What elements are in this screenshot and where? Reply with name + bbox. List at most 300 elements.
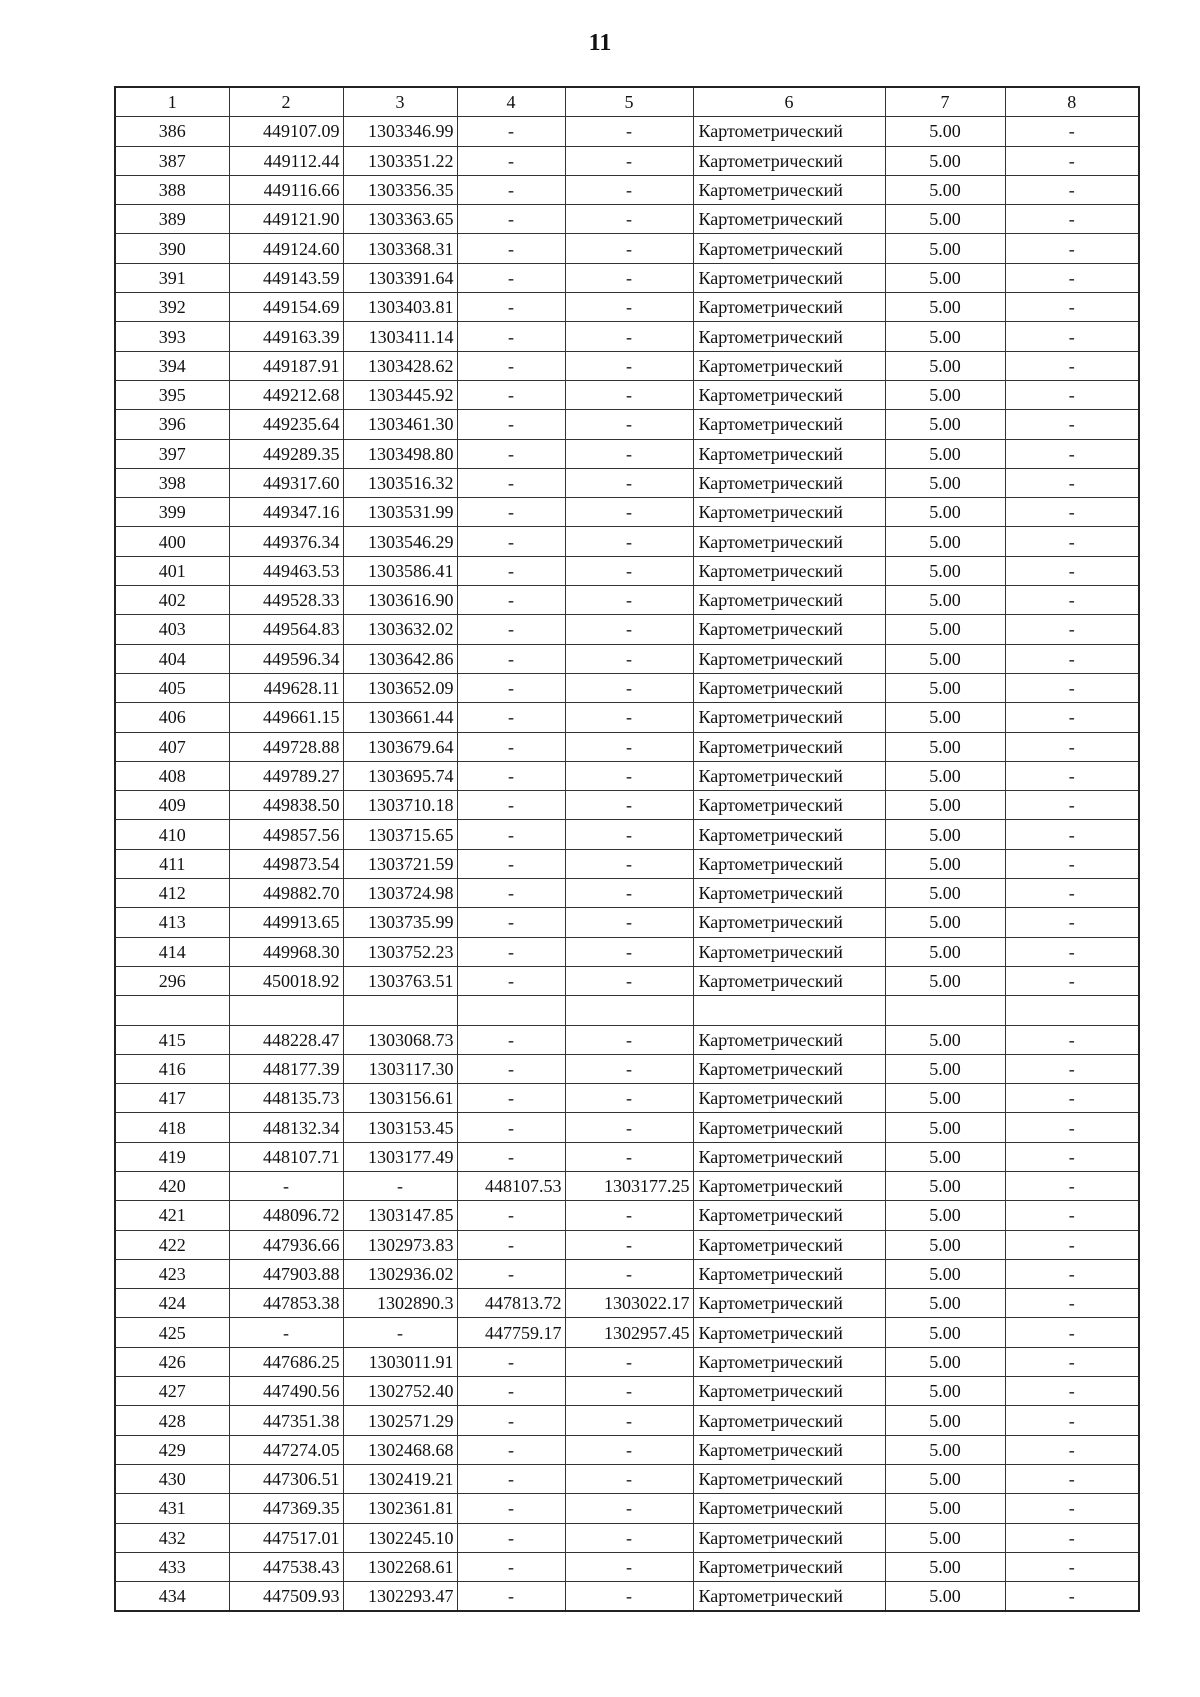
cell-point-number: 386 [115, 117, 229, 146]
cell-method: Картометрический [693, 117, 885, 146]
cell-accuracy: 5.00 [885, 1054, 1005, 1083]
cell-y-coordinate: 1302468.68 [343, 1435, 457, 1464]
cell-x-coordinate: 449882.70 [229, 879, 343, 908]
cell-method: Картометрический [693, 1113, 885, 1142]
cell-method: Картометрический [693, 1142, 885, 1171]
table-row [115, 1552, 1139, 1581]
cell-method: Картометрический [693, 1318, 885, 1347]
cell-x-coordinate-new: - [457, 556, 565, 585]
cell-y-coordinate-new: - [565, 1259, 693, 1288]
cell-x-coordinate-new: - [457, 234, 565, 263]
cell-x-coordinate-new: - [457, 732, 565, 761]
cell-y-coordinate: 1303403.81 [343, 293, 457, 322]
cell-method: Картометрический [693, 1552, 885, 1581]
cell-x-coordinate-new: - [457, 586, 565, 615]
cell-y-coordinate: 1303445.92 [343, 380, 457, 409]
cell-note: - [1005, 615, 1139, 644]
cell-x-coordinate-new: - [457, 644, 565, 673]
cell-x-coordinate: 449116.66 [229, 175, 343, 204]
cell-note: - [1005, 205, 1139, 234]
cell-method: Картометрический [693, 263, 885, 292]
cell-note: - [1005, 263, 1139, 292]
cell-x-coordinate: 449661.15 [229, 703, 343, 732]
cell-note: - [1005, 1552, 1139, 1581]
cell-note: - [1005, 410, 1139, 439]
table-row [115, 322, 1139, 351]
cell-point-number: 420 [115, 1171, 229, 1200]
cell-x-coordinate-new: - [457, 1230, 565, 1259]
cell-note [1005, 996, 1139, 1025]
cell-y-coordinate-new: - [565, 1552, 693, 1581]
cell-y-coordinate-new: - [565, 1201, 693, 1230]
cell-point-number: 403 [115, 615, 229, 644]
cell-x-coordinate-new: - [457, 1552, 565, 1581]
cell-method: Картометрический [693, 1377, 885, 1406]
cell-y-coordinate-new: - [565, 1523, 693, 1552]
cell-point-number: 396 [115, 410, 229, 439]
table-row [115, 1230, 1139, 1259]
table-row [115, 1113, 1139, 1142]
cell-x-coordinate-new: - [457, 263, 565, 292]
cell-y-coordinate-new: 1303177.25 [565, 1171, 693, 1200]
cell-y-coordinate-new: - [565, 879, 693, 908]
cell-note: - [1005, 1289, 1139, 1318]
cell-method: Картометрический [693, 527, 885, 556]
table-row [115, 527, 1139, 556]
table-row [115, 439, 1139, 468]
table-row [115, 175, 1139, 204]
cell-method: Картометрический [693, 908, 885, 937]
cell-accuracy: 5.00 [885, 966, 1005, 995]
cell-y-coordinate: 1302268.61 [343, 1552, 457, 1581]
cell-x-coordinate-new: - [457, 791, 565, 820]
cell-x-coordinate: - [229, 1318, 343, 1347]
cell-method: Картометрический [693, 1289, 885, 1318]
cell-y-coordinate: - [343, 1318, 457, 1347]
table-body [115, 117, 1139, 1612]
cell-accuracy: 5.00 [885, 937, 1005, 966]
cell-y-coordinate-new: - [565, 1084, 693, 1113]
cell-accuracy: 5.00 [885, 703, 1005, 732]
cell-point-number: 402 [115, 586, 229, 615]
cell-accuracy: 5.00 [885, 498, 1005, 527]
table-row [115, 410, 1139, 439]
cell-x-coordinate-new: - [457, 1054, 565, 1083]
cell-method: Картометрический [693, 293, 885, 322]
cell-point-number: 390 [115, 234, 229, 263]
cell-accuracy: 5.00 [885, 351, 1005, 380]
cell-method: Картометрический [693, 1259, 885, 1288]
cell-point-number: 414 [115, 937, 229, 966]
cell-accuracy: 5.00 [885, 1347, 1005, 1376]
cell-method: Картометрический [693, 1582, 885, 1612]
cell-accuracy: 5.00 [885, 732, 1005, 761]
table-row [115, 586, 1139, 615]
cell-x-coordinate-new: - [457, 703, 565, 732]
table-row [115, 263, 1139, 292]
cell-accuracy: 5.00 [885, 1582, 1005, 1612]
cell-method: Картометрический [693, 322, 885, 351]
cell-y-coordinate: 1302245.10 [343, 1523, 457, 1552]
cell-y-coordinate-new: - [565, 703, 693, 732]
cell-point-number: 387 [115, 146, 229, 175]
cell-point-number: 431 [115, 1494, 229, 1523]
cell-accuracy: 5.00 [885, 1289, 1005, 1318]
table-row [115, 1377, 1139, 1406]
table-row [115, 908, 1139, 937]
cell-y-coordinate-new: - [565, 527, 693, 556]
cell-y-coordinate-new [565, 996, 693, 1025]
table-row [115, 468, 1139, 497]
table-row [115, 1464, 1139, 1493]
cell-point-number: 410 [115, 820, 229, 849]
cell-note: - [1005, 1318, 1139, 1347]
cell-x-coordinate-new: - [457, 1142, 565, 1171]
cell-method: Картометрический [693, 673, 885, 702]
cell-x-coordinate-new: - [457, 1347, 565, 1376]
column-header-7: 7 [885, 87, 1005, 117]
cell-x-coordinate-new: - [457, 380, 565, 409]
cell-note: - [1005, 1084, 1139, 1113]
cell-accuracy: 5.00 [885, 1464, 1005, 1493]
cell-y-coordinate: 1303363.65 [343, 205, 457, 234]
cell-accuracy: 5.00 [885, 175, 1005, 204]
cell-point-number: 404 [115, 644, 229, 673]
cell-x-coordinate-new: - [457, 293, 565, 322]
cell-y-coordinate-new: - [565, 175, 693, 204]
table-row [115, 966, 1139, 995]
cell-x-coordinate: 448228.47 [229, 1025, 343, 1054]
cell-accuracy: 5.00 [885, 1084, 1005, 1113]
table-row [115, 1347, 1139, 1376]
cell-point-number: 411 [115, 849, 229, 878]
cell-y-coordinate-new: - [565, 1113, 693, 1142]
cell-x-coordinate-new: - [457, 205, 565, 234]
cell-method: Картометрический [693, 1084, 885, 1113]
table-row [115, 1406, 1139, 1435]
cell-accuracy: 5.00 [885, 791, 1005, 820]
table-row [115, 234, 1139, 263]
column-header-8: 8 [1005, 87, 1139, 117]
cell-y-coordinate: 1303428.62 [343, 351, 457, 380]
cell-accuracy [885, 996, 1005, 1025]
cell-method: Картометрический [693, 1347, 885, 1376]
cell-note: - [1005, 820, 1139, 849]
cell-accuracy: 5.00 [885, 761, 1005, 790]
cell-y-coordinate-new: - [565, 468, 693, 497]
cell-y-coordinate-new: - [565, 966, 693, 995]
cell-x-coordinate: 449838.50 [229, 791, 343, 820]
cell-note: - [1005, 1494, 1139, 1523]
cell-point-number: 425 [115, 1318, 229, 1347]
cell-y-coordinate: 1303632.02 [343, 615, 457, 644]
cell-x-coordinate: 449376.34 [229, 527, 343, 556]
cell-accuracy: 5.00 [885, 1523, 1005, 1552]
cell-point-number: 427 [115, 1377, 229, 1406]
cell-y-coordinate-new: - [565, 498, 693, 527]
cell-x-coordinate-new: - [457, 761, 565, 790]
cell-method: Картометрический [693, 966, 885, 995]
cell-x-coordinate-new: - [457, 1377, 565, 1406]
cell-y-coordinate: 1302752.40 [343, 1377, 457, 1406]
cell-x-coordinate-new: - [457, 498, 565, 527]
table-row [115, 1054, 1139, 1083]
page-number: 11 [588, 30, 612, 56]
cell-note: - [1005, 117, 1139, 146]
cell-x-coordinate-new: - [457, 468, 565, 497]
table-row [115, 761, 1139, 790]
table-row [115, 703, 1139, 732]
table-row [115, 732, 1139, 761]
cell-method: Картометрический [693, 849, 885, 878]
cell-method: Картометрический [693, 586, 885, 615]
cell-method: Картометрический [693, 175, 885, 204]
cell-accuracy: 5.00 [885, 586, 1005, 615]
table-row [115, 117, 1139, 146]
cell-y-coordinate: 1302361.81 [343, 1494, 457, 1523]
cell-method: Картометрический [693, 1171, 885, 1200]
cell-y-coordinate: 1303642.86 [343, 644, 457, 673]
cell-note: - [1005, 439, 1139, 468]
cell-y-coordinate: 1303710.18 [343, 791, 457, 820]
coordinates-table [114, 86, 1140, 1612]
cell-note: - [1005, 146, 1139, 175]
cell-note: - [1005, 673, 1139, 702]
cell-note: - [1005, 498, 1139, 527]
cell-note: - [1005, 1347, 1139, 1376]
cell-y-coordinate-new: - [565, 673, 693, 702]
cell-y-coordinate: 1302571.29 [343, 1406, 457, 1435]
cell-y-coordinate-new: - [565, 322, 693, 351]
cell-y-coordinate: 1303153.45 [343, 1113, 457, 1142]
cell-y-coordinate-new: - [565, 820, 693, 849]
cell-x-coordinate: 449124.60 [229, 234, 343, 263]
cell-y-coordinate: 1303117.30 [343, 1054, 457, 1083]
cell-note: - [1005, 293, 1139, 322]
cell-accuracy: 5.00 [885, 1113, 1005, 1142]
cell-y-coordinate: 1303498.80 [343, 439, 457, 468]
cell-y-coordinate-new: - [565, 1230, 693, 1259]
table-row [115, 644, 1139, 673]
cell-accuracy: 5.00 [885, 849, 1005, 878]
cell-note: - [1005, 879, 1139, 908]
cell-x-coordinate-new: - [457, 879, 565, 908]
table-row [115, 615, 1139, 644]
cell-x-coordinate: 449347.16 [229, 498, 343, 527]
cell-point-number: 408 [115, 761, 229, 790]
cell-x-coordinate-new: - [457, 937, 565, 966]
cell-point-number: 296 [115, 966, 229, 995]
cell-accuracy: 5.00 [885, 1142, 1005, 1171]
cell-x-coordinate: 449112.44 [229, 146, 343, 175]
cell-y-coordinate-new: - [565, 849, 693, 878]
cell-x-coordinate: 449212.68 [229, 380, 343, 409]
cell-x-coordinate-new: - [457, 966, 565, 995]
cell-x-coordinate-new: - [457, 673, 565, 702]
cell-y-coordinate-new: - [565, 615, 693, 644]
cell-y-coordinate-new: - [565, 1435, 693, 1464]
cell-y-coordinate: 1302293.47 [343, 1582, 457, 1612]
cell-point-number: 426 [115, 1347, 229, 1376]
cell-accuracy: 5.00 [885, 439, 1005, 468]
cell-y-coordinate: 1302890.3 [343, 1289, 457, 1318]
cell-note: - [1005, 937, 1139, 966]
cell-x-coordinate: 449143.59 [229, 263, 343, 292]
cell-method: Картометрический [693, 644, 885, 673]
cell-note: - [1005, 761, 1139, 790]
cell-accuracy: 5.00 [885, 1230, 1005, 1259]
cell-point-number: 395 [115, 380, 229, 409]
cell-method: Картометрический [693, 1025, 885, 1054]
cell-accuracy: 5.00 [885, 263, 1005, 292]
cell-x-coordinate-new: - [457, 146, 565, 175]
cell-x-coordinate-new: - [457, 1406, 565, 1435]
cell-accuracy: 5.00 [885, 1435, 1005, 1464]
cell-x-coordinate-new: - [457, 1494, 565, 1523]
cell-y-coordinate-new: - [565, 205, 693, 234]
cell-y-coordinate: 1303391.64 [343, 263, 457, 292]
cell-point-number: 412 [115, 879, 229, 908]
cell-point-number: 392 [115, 293, 229, 322]
cell-x-coordinate: 449154.69 [229, 293, 343, 322]
cell-y-coordinate: 1303616.90 [343, 586, 457, 615]
cell-point-number: 399 [115, 498, 229, 527]
cell-x-coordinate: 447686.25 [229, 1347, 343, 1376]
cell-y-coordinate: 1303724.98 [343, 879, 457, 908]
cell-x-coordinate-new: - [457, 1084, 565, 1113]
cell-accuracy: 5.00 [885, 234, 1005, 263]
cell-y-coordinate: 1303586.41 [343, 556, 457, 585]
cell-y-coordinate-new: - [565, 1494, 693, 1523]
cell-y-coordinate-new: - [565, 117, 693, 146]
cell-point-number: 433 [115, 1552, 229, 1581]
cell-y-coordinate [343, 996, 457, 1025]
cell-x-coordinate: 449107.09 [229, 117, 343, 146]
cell-note: - [1005, 1201, 1139, 1230]
cell-x-coordinate-new: - [457, 322, 565, 351]
cell-method: Картометрический [693, 498, 885, 527]
cell-x-coordinate: 447509.93 [229, 1582, 343, 1612]
cell-note: - [1005, 1142, 1139, 1171]
cell-y-coordinate-new: - [565, 644, 693, 673]
cell-y-coordinate-new: - [565, 1142, 693, 1171]
cell-accuracy: 5.00 [885, 322, 1005, 351]
cell-x-coordinate: 447274.05 [229, 1435, 343, 1464]
cell-note: - [1005, 966, 1139, 995]
cell-method: Картометрический [693, 1494, 885, 1523]
cell-x-coordinate: 448135.73 [229, 1084, 343, 1113]
cell-method: Картометрический [693, 879, 885, 908]
cell-note: - [1005, 1259, 1139, 1288]
cell-accuracy: 5.00 [885, 146, 1005, 175]
cell-y-coordinate: 1303147.85 [343, 1201, 457, 1230]
cell-x-coordinate-new: - [457, 1113, 565, 1142]
cell-x-coordinate: 448132.34 [229, 1113, 343, 1142]
cell-method: Картометрический [693, 820, 885, 849]
cell-note: - [1005, 322, 1139, 351]
cell-method: Картометрический [693, 410, 885, 439]
cell-method: Картометрический [693, 1523, 885, 1552]
cell-method: Картометрический [693, 1201, 885, 1230]
cell-point-number: 417 [115, 1084, 229, 1113]
cell-y-coordinate-new: - [565, 439, 693, 468]
cell-point-number: 388 [115, 175, 229, 204]
cell-x-coordinate: - [229, 1171, 343, 1200]
table-row [115, 820, 1139, 849]
cell-accuracy: 5.00 [885, 673, 1005, 702]
cell-method: Картометрический [693, 703, 885, 732]
table-row [115, 498, 1139, 527]
cell-method: Картометрический [693, 556, 885, 585]
cell-point-number: 415 [115, 1025, 229, 1054]
cell-note: - [1005, 351, 1139, 380]
cell-accuracy: 5.00 [885, 410, 1005, 439]
cell-point-number: 398 [115, 468, 229, 497]
cell-method: Картометрический [693, 732, 885, 761]
cell-y-coordinate-new: - [565, 556, 693, 585]
cell-y-coordinate-new: - [565, 732, 693, 761]
cell-x-coordinate: 449968.30 [229, 937, 343, 966]
table-row [115, 937, 1139, 966]
cell-y-coordinate: 1303068.73 [343, 1025, 457, 1054]
cell-note: - [1005, 1406, 1139, 1435]
cell-accuracy: 5.00 [885, 908, 1005, 937]
cell-method: Картометрический [693, 791, 885, 820]
cell-accuracy: 5.00 [885, 1552, 1005, 1581]
cell-accuracy: 5.00 [885, 293, 1005, 322]
cell-y-coordinate: 1303735.99 [343, 908, 457, 937]
cell-y-coordinate: 1303368.31 [343, 234, 457, 263]
cell-point-number: 405 [115, 673, 229, 702]
cell-point-number: 418 [115, 1113, 229, 1142]
cell-y-coordinate-new: - [565, 937, 693, 966]
cell-y-coordinate-new: - [565, 1347, 693, 1376]
cell-x-coordinate-new: - [457, 439, 565, 468]
table-row [115, 996, 1139, 1025]
cell-point-number: 416 [115, 1054, 229, 1083]
cell-y-coordinate: 1302419.21 [343, 1464, 457, 1493]
cell-x-coordinate: 449317.60 [229, 468, 343, 497]
cell-x-coordinate-new: - [457, 615, 565, 644]
cell-method: Картометрический [693, 761, 885, 790]
table-row [115, 1142, 1139, 1171]
cell-point-number: 429 [115, 1435, 229, 1464]
cell-method: Картометрический [693, 1406, 885, 1435]
cell-accuracy: 5.00 [885, 1377, 1005, 1406]
cell-x-coordinate: 447369.35 [229, 1494, 343, 1523]
column-header-3: 3 [343, 87, 457, 117]
cell-y-coordinate: 1303177.49 [343, 1142, 457, 1171]
cell-x-coordinate: 448177.39 [229, 1054, 343, 1083]
cell-y-coordinate: 1303011.91 [343, 1347, 457, 1376]
cell-y-coordinate: 1303346.99 [343, 117, 457, 146]
cell-note: - [1005, 1113, 1139, 1142]
cell-y-coordinate: 1303763.51 [343, 966, 457, 995]
column-header-6: 6 [693, 87, 885, 117]
cell-point-number: 422 [115, 1230, 229, 1259]
cell-y-coordinate: 1303679.64 [343, 732, 457, 761]
column-header-4: 4 [457, 87, 565, 117]
cell-x-coordinate: 447351.38 [229, 1406, 343, 1435]
cell-x-coordinate-new: - [457, 1464, 565, 1493]
cell-y-coordinate-new: - [565, 586, 693, 615]
cell-accuracy: 5.00 [885, 117, 1005, 146]
cell-accuracy: 5.00 [885, 1259, 1005, 1288]
cell-method: Картометрический [693, 439, 885, 468]
cell-method: Картометрический [693, 205, 885, 234]
cell-method: Картометрический [693, 1054, 885, 1083]
cell-y-coordinate-new: - [565, 380, 693, 409]
